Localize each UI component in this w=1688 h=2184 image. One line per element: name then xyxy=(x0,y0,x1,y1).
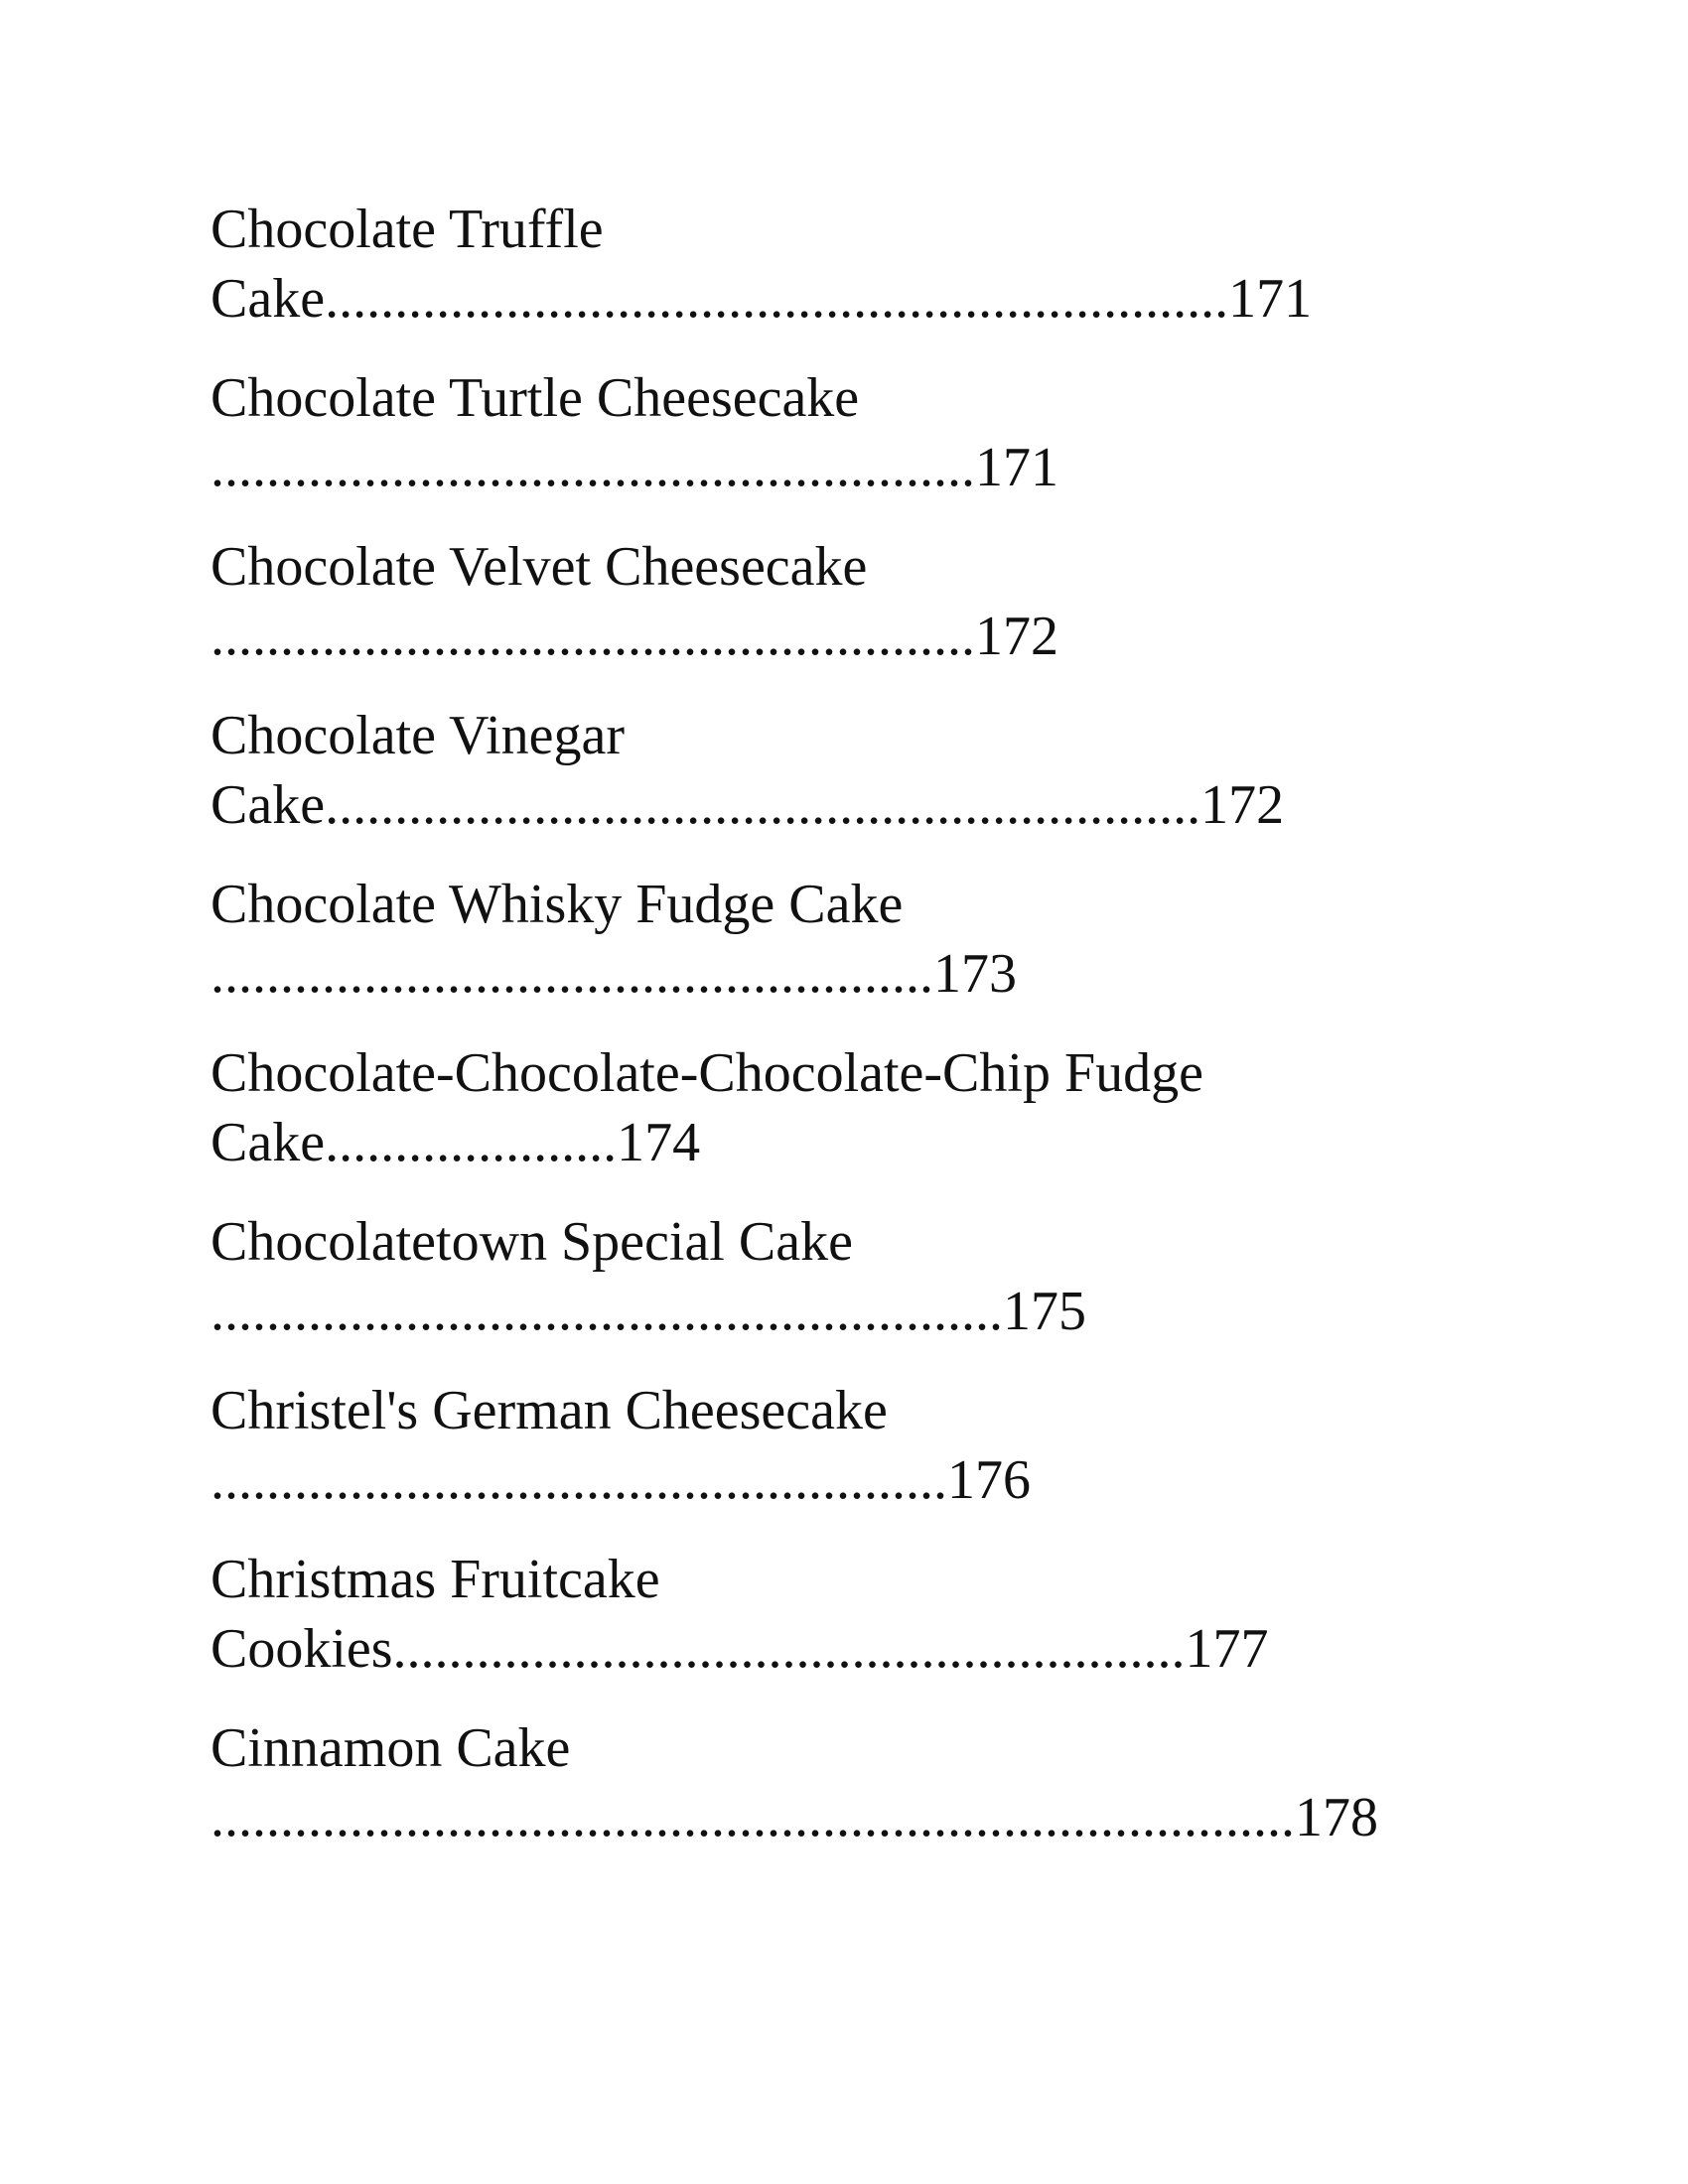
toc-entry xyxy=(211,1545,1601,1684)
toc-entry-leader-page: Cake.....................174 xyxy=(211,1112,701,1173)
toc-entry-leader-page: ....................................................173 xyxy=(211,943,1017,1005)
toc-entry xyxy=(211,870,1601,1009)
table-of-contents xyxy=(211,195,1601,1882)
toc-entry-title: Chocolate Whisky Fudge Cake xyxy=(211,874,904,935)
toc-entry-title: Chocolate-Chocolate-Chocolate-Chip Fudge xyxy=(211,1042,1203,1104)
toc-entry-leader-page: .....................................................176 xyxy=(211,1449,1031,1511)
toc-entry-title: Christel's German Cheesecake xyxy=(211,1380,888,1441)
toc-entry-title: Chocolate Turtle Cheesecake xyxy=(211,367,860,429)
toc-entry xyxy=(211,701,1601,840)
toc-entry-title: Cinnamon Cake xyxy=(211,1717,571,1779)
toc-entry-title: Christmas Fruitcake xyxy=(211,1549,660,1610)
toc-entry-title: Chocolate Truffle xyxy=(211,199,604,260)
toc-entry xyxy=(211,363,1601,502)
toc-entry xyxy=(211,195,1601,334)
toc-entry-title: Chocolate Velvet Cheesecake xyxy=(211,536,868,598)
toc-entry-leader-page: .......................................................171 xyxy=(211,437,1058,498)
toc-entry xyxy=(211,532,1601,671)
toc-entry-leader-page: ..............................................................................178 xyxy=(211,1787,1378,1848)
toc-entry xyxy=(211,1713,1601,1852)
toc-entry-leader-page: .........................................................175 xyxy=(211,1281,1086,1342)
toc-entry-leader-page: Cookies.........................................................177 xyxy=(211,1618,1269,1680)
toc-entry xyxy=(211,1038,1601,1177)
toc-entry-title: Chocolatetown Special Cake xyxy=(211,1211,853,1273)
toc-entry-leader-page: Cake.................................................................171 xyxy=(211,268,1313,330)
toc-entry-leader-page: Cake...............................................................172 xyxy=(211,774,1285,836)
toc-entry-leader-page: .......................................................172 xyxy=(211,606,1058,667)
toc-entry xyxy=(211,1376,1601,1515)
toc-entry xyxy=(211,1207,1601,1346)
toc-entry-title: Chocolate Vinegar xyxy=(211,705,626,766)
